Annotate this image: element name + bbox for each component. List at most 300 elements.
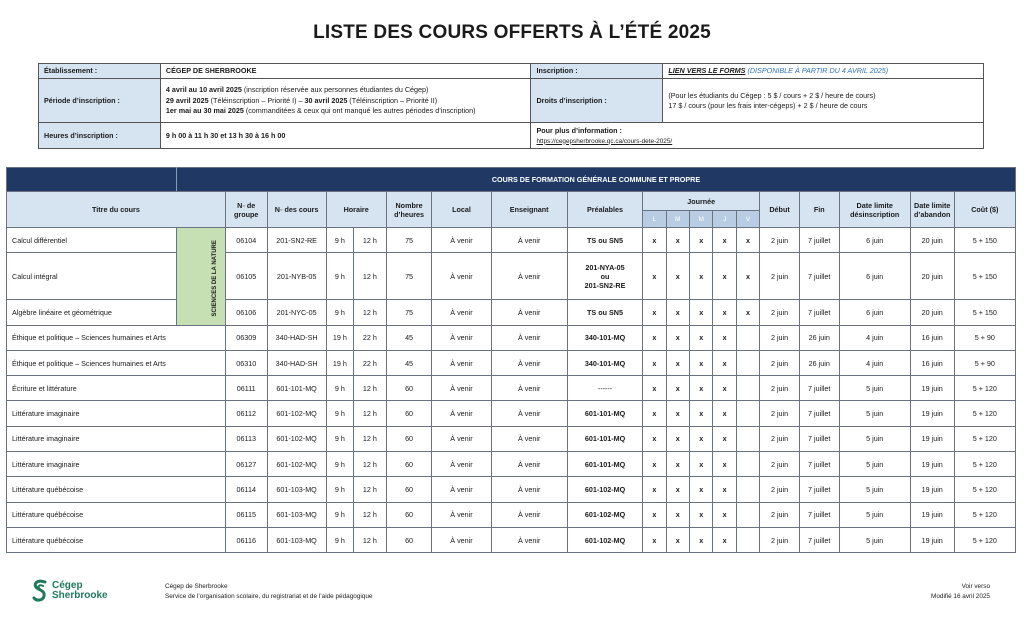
footer-org-name: Cégep de Sherbrooke [165, 583, 228, 590]
abandon-deadline: 16 juin [910, 350, 954, 375]
day-mark: x [713, 452, 736, 477]
withdraw-deadline: 4 juin [839, 325, 910, 350]
cost: 5 + 150 [954, 253, 1015, 300]
prerequisite: 601-102-MQ [567, 502, 642, 527]
table-row [7, 350, 1016, 375]
day-mark: x [713, 350, 736, 375]
day-mark: x [643, 325, 666, 350]
course-number: 601-103-MQ [267, 527, 326, 552]
course-number: 601-101-MQ [267, 376, 326, 401]
course-group: 06104 [225, 228, 267, 253]
see-verso: Voir verso [961, 583, 990, 590]
end-hour: 22 h [354, 325, 387, 350]
end-hour: 12 h [354, 502, 387, 527]
prerequisite: 340-101-MQ [567, 325, 642, 350]
day-mark: x [666, 376, 689, 401]
local: À venir [432, 376, 491, 401]
prerequisite: 601-102-MQ [567, 527, 642, 552]
course-title: Éthique et politique – Sciences humaines et Arts [7, 325, 226, 350]
header-enseignant: Enseignant [491, 192, 567, 228]
local: À venir [432, 325, 491, 350]
day-header: M [689, 211, 712, 228]
start-date: 2 juin [760, 350, 800, 375]
droits-line-1: (Pour les étudiants du Cégep : 5 $ / cours + 2 $ / heure de cours) [668, 90, 876, 100]
hours-count: 45 [386, 350, 432, 375]
end-hour: 12 h [354, 401, 387, 426]
prerequisite: TS ou SN5 [567, 228, 642, 253]
prerequisite: 340-101-MQ [567, 350, 642, 375]
science-group-cell [177, 228, 226, 326]
hours-count: 60 [386, 477, 432, 502]
prerequisite: 601-101-MQ [567, 426, 642, 451]
end-date: 7 juillet [799, 401, 839, 426]
withdraw-deadline: 6 juin [839, 228, 910, 253]
hours-count: 60 [386, 452, 432, 477]
local: À venir [432, 253, 491, 300]
day-mark: x [713, 502, 736, 527]
withdraw-deadline: 5 juin [839, 502, 910, 527]
abandon-deadline: 19 juin [910, 452, 954, 477]
day-mark: x [666, 325, 689, 350]
periode-value [160, 79, 531, 123]
teacher: À venir [491, 300, 567, 325]
info-table [38, 63, 984, 149]
day-mark [736, 502, 759, 527]
start-hour: 9 h [326, 502, 353, 527]
withdraw-deadline: 6 juin [839, 300, 910, 325]
start-hour: 9 h [326, 401, 353, 426]
day-mark: x [643, 376, 666, 401]
cost: 5 + 90 [954, 350, 1015, 375]
end-date: 26 juin [799, 350, 839, 375]
day-mark: x [643, 426, 666, 451]
course-group: 06310 [225, 350, 267, 375]
day-header: V [736, 211, 759, 228]
banner-left [7, 168, 177, 192]
course-group: 06309 [225, 325, 267, 350]
droits-label: Droits d’inscription : [531, 79, 663, 123]
day-mark: x [643, 452, 666, 477]
course-number: 601-103-MQ [267, 477, 326, 502]
cegep-logo-icon [32, 579, 48, 603]
start-date: 2 juin [760, 426, 800, 451]
course-title: Calcul intégral [7, 253, 177, 300]
end-hour: 22 h [354, 350, 387, 375]
day-mark: x [713, 401, 736, 426]
footer-service: Service de l’organisation scolaire, du registrariat et de l’aide pédagogique [165, 592, 373, 600]
day-mark: x [666, 426, 689, 451]
course-title: Littérature imaginaire [7, 426, 226, 451]
start-date: 2 juin [760, 300, 800, 325]
hours-count: 75 [386, 228, 432, 253]
start-hour: 9 h [326, 228, 353, 253]
withdraw-deadline: 5 juin [839, 452, 910, 477]
withdraw-deadline: 6 juin [839, 253, 910, 300]
course-title: Littérature québécoise [7, 527, 226, 552]
end-date: 7 juillet [799, 228, 839, 253]
withdraw-deadline: 5 juin [839, 401, 910, 426]
day-mark: x [643, 253, 666, 300]
header-cours: N◦ des cours [267, 192, 326, 228]
inscription-cell [663, 64, 984, 79]
droits-value [663, 79, 984, 123]
periode-line-2: 29 avril 2025 (Téléinscription – Priorité I) – 30 avril 2025 (Téléinscription – Priorité II) [165, 95, 438, 105]
abandon-deadline: 20 juin [910, 300, 954, 325]
table-row [7, 325, 1016, 350]
day-mark: x [736, 228, 759, 253]
day-mark: x [689, 350, 712, 375]
day-mark: x [689, 452, 712, 477]
day-mark: x [713, 527, 736, 552]
cost: 5 + 120 [954, 502, 1015, 527]
cost: 5 + 150 [954, 300, 1015, 325]
course-number: 601-102-MQ [267, 401, 326, 426]
teacher: À venir [491, 426, 567, 451]
day-mark [736, 452, 759, 477]
day-mark: x [736, 253, 759, 300]
course-number: 201-NYB-05 [267, 253, 326, 300]
course-title: Littérature imaginaire [7, 452, 226, 477]
table-row [7, 452, 1016, 477]
start-hour: 9 h [326, 426, 353, 451]
heures-value: 9 h 00 à 11 h 30 et 13 h 30 à 16 h 00 [160, 123, 531, 149]
plus-info-link[interactable]: https://cegepsherbrooke.qc.ca/cours-dete-2025/ [536, 137, 673, 145]
day-mark: x [713, 300, 736, 325]
start-date: 2 juin [760, 502, 800, 527]
local: À venir [432, 527, 491, 552]
day-mark: x [689, 401, 712, 426]
end-hour: 12 h [354, 477, 387, 502]
day-mark: x [689, 325, 712, 350]
cost: 5 + 120 [954, 527, 1015, 552]
droits-line-2: 17 $ / cours (pour les frais inter-cégeps) + 2 $ / heure de cours [668, 100, 868, 110]
teacher: À venir [491, 477, 567, 502]
abandon-deadline: 19 juin [910, 426, 954, 451]
abandon-deadline: 20 juin [910, 228, 954, 253]
header-cout: Coût ($) [954, 192, 1015, 228]
day-mark [736, 325, 759, 350]
abandon-deadline: 19 juin [910, 502, 954, 527]
day-mark [736, 426, 759, 451]
header-local: Local [432, 192, 491, 228]
course-title: Littérature québécoise [7, 477, 226, 502]
end-date: 7 juillet [799, 477, 839, 502]
hours-count: 60 [386, 527, 432, 552]
periode-line-3: 1er mai au 30 mai 2025 (commanditées & ceux qui ont manqué les autres périodes d’inscription) [165, 106, 476, 116]
day-mark: x [666, 253, 689, 300]
teacher: À venir [491, 376, 567, 401]
course-group: 06113 [225, 426, 267, 451]
course-number: 340-HAD-SH [267, 350, 326, 375]
end-hour: 12 h [354, 300, 387, 325]
day-mark [736, 350, 759, 375]
start-hour: 9 h [326, 253, 353, 300]
start-date: 2 juin [760, 325, 800, 350]
end-date: 7 juillet [799, 527, 839, 552]
end-date: 7 juillet [799, 452, 839, 477]
header-nb-heures: Nombre d’heures [386, 192, 432, 228]
day-mark: x [643, 477, 666, 502]
withdraw-deadline: 4 juin [839, 350, 910, 375]
start-date: 2 juin [760, 527, 800, 552]
table-row [7, 426, 1016, 451]
table-row [7, 477, 1016, 502]
hours-count: 60 [386, 401, 432, 426]
day-header: J [713, 211, 736, 228]
header-date-abandon: Date limite d’abandon [910, 192, 954, 228]
end-hour: 12 h [354, 452, 387, 477]
day-mark: x [666, 300, 689, 325]
header-debut: Début [760, 192, 800, 228]
prerequisite-line: ou [600, 271, 610, 281]
day-mark: x [643, 527, 666, 552]
table-row [7, 228, 1016, 253]
cost: 5 + 120 [954, 401, 1015, 426]
day-mark: x [666, 477, 689, 502]
day-mark [736, 527, 759, 552]
course-title: Littérature imaginaire [7, 401, 226, 426]
footer-right [931, 582, 990, 601]
local: À venir [432, 350, 491, 375]
course-title: Calcul différentiel [7, 228, 177, 253]
end-hour: 12 h [354, 228, 387, 253]
start-date: 2 juin [760, 228, 800, 253]
course-title: Algèbre linéaire et géométrique [7, 300, 177, 325]
cost: 5 + 120 [954, 477, 1015, 502]
day-mark: x [643, 300, 666, 325]
start-date: 2 juin [760, 452, 800, 477]
day-mark [736, 401, 759, 426]
course-title: Écriture et littérature [7, 376, 226, 401]
day-mark: x [643, 401, 666, 426]
prerequisite: 601-101-MQ [567, 452, 642, 477]
teacher: À venir [491, 253, 567, 300]
cost: 5 + 150 [954, 228, 1015, 253]
day-mark: x [713, 253, 736, 300]
header-date-inscription: Date limite désinscription [839, 192, 910, 228]
start-hour: 19 h [326, 350, 353, 375]
cost: 5 + 120 [954, 426, 1015, 451]
day-mark: x [736, 300, 759, 325]
end-date: 7 juillet [799, 376, 839, 401]
section-banner: COURS DE FORMATION GÉNÉRALE COMMUNE ET PROPRE [177, 168, 1016, 192]
day-mark: x [643, 350, 666, 375]
start-date: 2 juin [760, 376, 800, 401]
course-number: 201-NYC-05 [267, 300, 326, 325]
forms-link[interactable]: LIEN VERS LE FORMS [668, 66, 746, 75]
hours-count: 60 [386, 426, 432, 451]
start-date: 2 juin [760, 253, 800, 300]
withdraw-deadline: 5 juin [839, 477, 910, 502]
inscription-label: Inscription : [531, 64, 663, 79]
teacher: À venir [491, 401, 567, 426]
course-title: Éthique et politique – Sciences humaines et Arts [7, 350, 226, 375]
course-number: 601-102-MQ [267, 452, 326, 477]
modified-date: Modifié 16 avril 2025 [931, 592, 990, 600]
start-hour: 9 h [326, 300, 353, 325]
day-mark: x [689, 228, 712, 253]
teacher: À venir [491, 452, 567, 477]
page-title: LISTE DES COURS OFFERTS À L’ÉTÉ 2025 [313, 22, 711, 43]
end-date: 7 juillet [799, 253, 839, 300]
hours-count: 45 [386, 325, 432, 350]
end-date: 7 juillet [799, 426, 839, 451]
periode-label: Période d’inscription : [39, 79, 161, 123]
course-group: 06112 [225, 401, 267, 426]
end-date: 7 juillet [799, 502, 839, 527]
hours-count: 75 [386, 300, 432, 325]
local: À venir [432, 300, 491, 325]
start-date: 2 juin [760, 477, 800, 502]
end-date: 26 juin [799, 325, 839, 350]
day-header: M [666, 211, 689, 228]
day-mark: x [689, 502, 712, 527]
cost: 5 + 120 [954, 376, 1015, 401]
course-group: 06105 [225, 253, 267, 300]
table-row [7, 502, 1016, 527]
teacher: À venir [491, 350, 567, 375]
course-number: 601-103-MQ [267, 502, 326, 527]
logo-line-2: Sherbrooke [52, 590, 108, 601]
local: À venir [432, 426, 491, 451]
abandon-deadline: 16 juin [910, 325, 954, 350]
teacher: À venir [491, 527, 567, 552]
plus-info-cell [531, 123, 984, 149]
start-hour: 19 h [326, 325, 353, 350]
hours-count: 60 [386, 502, 432, 527]
prerequisite [567, 253, 642, 300]
table-row [7, 376, 1016, 401]
local: À venir [432, 401, 491, 426]
day-mark: x [666, 228, 689, 253]
header-journee: Journée [643, 192, 760, 211]
teacher: À venir [491, 325, 567, 350]
day-mark: x [689, 253, 712, 300]
course-group: 06106 [225, 300, 267, 325]
day-mark: x [666, 502, 689, 527]
prerequisite: 601-102-MQ [567, 477, 642, 502]
withdraw-deadline: 5 juin [839, 527, 910, 552]
course-number: 601-102-MQ [267, 426, 326, 451]
abandon-deadline: 19 juin [910, 527, 954, 552]
cost: 5 + 90 [954, 325, 1015, 350]
header-prealables: Préalables [567, 192, 642, 228]
end-date: 7 juillet [799, 300, 839, 325]
day-mark [736, 477, 759, 502]
day-mark: x [666, 401, 689, 426]
prerequisite: ------ [567, 376, 642, 401]
day-mark: x [713, 477, 736, 502]
plus-info-label: Pour plus d’information : [536, 126, 622, 136]
header-fin: Fin [799, 192, 839, 228]
local: À venir [432, 228, 491, 253]
cegep-logo [32, 579, 108, 603]
day-mark: x [689, 376, 712, 401]
prerequisite: 601-101-MQ [567, 401, 642, 426]
end-hour: 12 h [354, 376, 387, 401]
withdraw-deadline: 5 juin [839, 426, 910, 451]
logo-text [52, 581, 108, 602]
course-group: 06115 [225, 502, 267, 527]
course-group: 06127 [225, 452, 267, 477]
local: À venir [432, 502, 491, 527]
prerequisite-line: 201-SN2-RE [584, 280, 626, 290]
abandon-deadline: 19 juin [910, 401, 954, 426]
course-title: Littérature québécoise [7, 502, 226, 527]
courses-table [6, 167, 1016, 553]
local: À venir [432, 452, 491, 477]
abandon-deadline: 20 juin [910, 253, 954, 300]
table-row [7, 527, 1016, 552]
teacher: À venir [491, 502, 567, 527]
day-header: L [643, 211, 666, 228]
end-hour: 12 h [354, 527, 387, 552]
prerequisite: TS ou SN5 [567, 300, 642, 325]
course-group: 06111 [225, 376, 267, 401]
day-mark: x [666, 527, 689, 552]
start-hour: 9 h [326, 376, 353, 401]
day-mark: x [713, 426, 736, 451]
day-mark: x [643, 228, 666, 253]
heures-label: Heures d’inscription : [39, 123, 161, 149]
start-hour: 9 h [326, 452, 353, 477]
day-mark: x [643, 502, 666, 527]
day-mark: x [713, 376, 736, 401]
day-mark: x [689, 426, 712, 451]
day-mark: x [689, 477, 712, 502]
day-mark [736, 376, 759, 401]
teacher: À venir [491, 228, 567, 253]
etablissement-label: Établissement : [39, 64, 161, 79]
table-row [7, 253, 1016, 300]
periode-line-1: 4 avril au 10 avril 2025 (inscription réservée aux personnes étudiantes du Cégep) [165, 85, 429, 95]
start-hour: 9 h [326, 477, 353, 502]
course-number: 201-SN2-RE [267, 228, 326, 253]
logo-line-1: Cégep [52, 579, 83, 591]
start-date: 2 juin [760, 401, 800, 426]
day-mark: x [713, 325, 736, 350]
day-mark: x [689, 527, 712, 552]
prerequisite-line: 201-NYA-05 [585, 262, 625, 272]
footer-org [165, 582, 372, 601]
start-hour: 9 h [326, 527, 353, 552]
table-row [7, 300, 1016, 325]
day-mark: x [666, 350, 689, 375]
table-row [7, 401, 1016, 426]
withdraw-deadline: 5 juin [839, 376, 910, 401]
hours-count: 60 [386, 376, 432, 401]
header-horaire: Horaire [326, 192, 386, 228]
etablissement-value: CÉGEP DE SHERBROOKE [160, 64, 531, 79]
day-mark: x [713, 228, 736, 253]
science-label: SCIENCES DE LA NATURE [211, 239, 218, 316]
day-mark: x [666, 452, 689, 477]
end-hour: 12 h [354, 426, 387, 451]
course-group: 06114 [225, 477, 267, 502]
header-groupe: N◦ de groupe [225, 192, 267, 228]
course-group: 06116 [225, 527, 267, 552]
course-number: 340-HAD-SH [267, 325, 326, 350]
local: À venir [432, 477, 491, 502]
header-titre: Titre du cours [7, 192, 226, 228]
cost: 5 + 120 [954, 452, 1015, 477]
hours-count: 75 [386, 253, 432, 300]
day-mark: x [689, 300, 712, 325]
inscription-note: (DISPONIBLE À PARTIR DU 4 AVRIL 2025) [747, 66, 889, 75]
abandon-deadline: 19 juin [910, 477, 954, 502]
abandon-deadline: 19 juin [910, 376, 954, 401]
end-hour: 12 h [354, 253, 387, 300]
